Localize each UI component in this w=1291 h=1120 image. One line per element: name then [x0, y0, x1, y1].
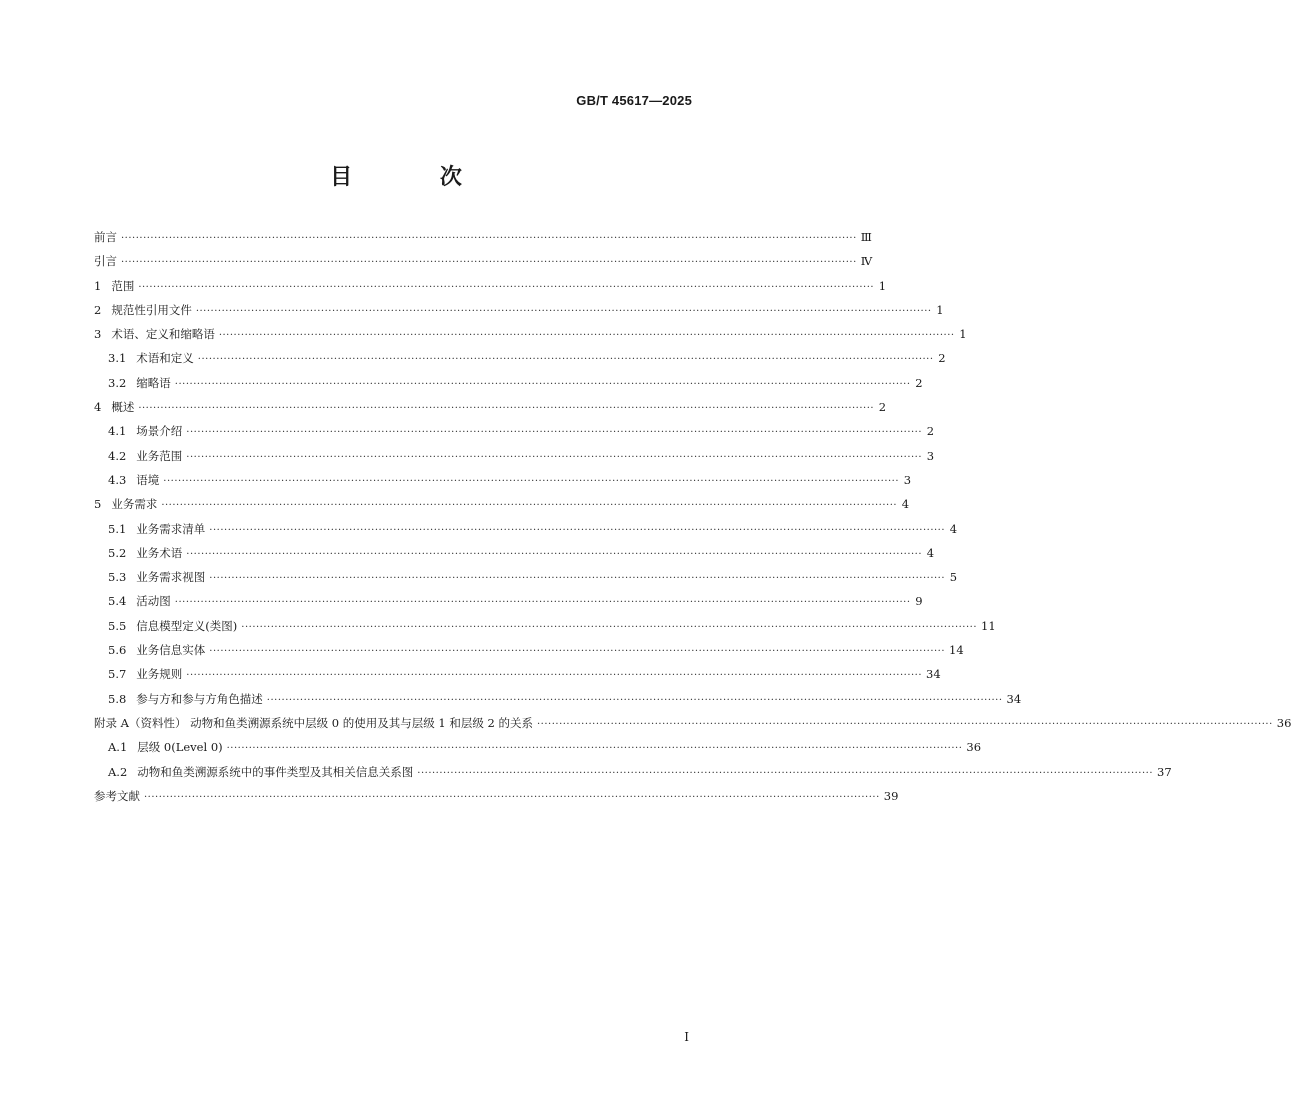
toc-entry-title: 缩略语: [136, 375, 171, 390]
toc-entry-page: Ⅲ: [860, 230, 872, 244]
toc-entry-page: 2: [878, 400, 887, 415]
toc-entry-page: 11: [981, 618, 996, 633]
dot-leader: ········································································································································································································: [537, 718, 1273, 730]
dot-leader: ········································································································································································································: [209, 573, 946, 585]
dot-leader: ········································································································································································································: [161, 500, 898, 512]
toc-entry-page: 9: [915, 594, 923, 609]
toc-entry[interactable]: [94, 735, 982, 759]
dot-leader: ········································································································································································································: [174, 378, 911, 390]
toc-entry-number: 2: [94, 302, 102, 317]
toc-entry-title: 规范性引用文件: [111, 302, 192, 317]
dot-leader: ········································································································································································································: [209, 524, 946, 536]
toc-entry[interactable]: [94, 589, 923, 613]
toc-entry-number: 1: [94, 278, 102, 293]
toc-entry[interactable]: [94, 249, 873, 273]
toc-entry[interactable]: [94, 760, 1172, 784]
toc-entry-page: 4: [926, 545, 935, 560]
toc-entry-page: 39: [883, 788, 899, 803]
dot-leader: ········································································································································································································: [144, 791, 880, 803]
toc-entry-number: 5.6: [108, 643, 127, 658]
table-of-contents: [94, 225, 1291, 808]
toc-entry-page: 34: [1006, 691, 1022, 706]
toc-entry-page: 1: [936, 302, 944, 317]
toc-entry[interactable]: [94, 492, 910, 516]
toc-entry[interactable]: [94, 517, 958, 541]
toc-entry-number: 5.3: [108, 570, 127, 585]
dot-leader: ········································································································································································································: [138, 281, 875, 293]
toc-entry-title: 业务需求视图: [136, 570, 206, 585]
dot-leader: ········································································································································································································: [218, 330, 955, 342]
toc-entry-title: 活动图: [136, 594, 171, 609]
toc-entry-title: 语境: [136, 472, 160, 487]
toc-entry-page: 3: [903, 472, 912, 487]
toc-entry[interactable]: [94, 225, 872, 249]
dot-leader: ········································································································································································································: [186, 670, 923, 682]
page-title: 目 次: [330, 165, 502, 190]
dot-leader: ········································································································································································································: [241, 621, 978, 633]
toc-entry-page: Ⅳ: [860, 254, 873, 269]
dot-leader: ········································································································································································································: [121, 233, 857, 244]
toc-entry-page: 5: [949, 570, 958, 585]
toc-entry-number: 5.1: [108, 521, 127, 536]
toc-entry-number: 4: [94, 400, 102, 415]
toc-entry-page: 3: [926, 448, 935, 463]
toc-entry-number: 3.2: [108, 375, 127, 390]
toc-entry-title: 层级 0(Level 0): [137, 740, 223, 755]
toc-entry[interactable]: [94, 444, 935, 468]
toc-entry[interactable]: [94, 419, 935, 443]
toc-entry-title: 前言: [94, 230, 117, 244]
toc-entry-title: 信息模型定义(类图): [136, 618, 238, 633]
toc-entry[interactable]: [94, 662, 941, 686]
toc-entry-title: 业务范围: [136, 448, 183, 463]
toc-entry[interactable]: [94, 395, 887, 419]
toc-entry[interactable]: [94, 371, 923, 395]
toc-entry-number: 5.2: [108, 545, 127, 560]
toc-entry-number: 5.7: [108, 667, 127, 682]
toc-entry-page: 14: [949, 643, 964, 658]
dot-leader: ········································································································································································································: [163, 475, 900, 487]
dot-leader: ········································································································································································································: [186, 548, 923, 560]
toc-entry-title: 场景介绍: [136, 424, 183, 439]
toc-entry-number: 5: [94, 497, 102, 512]
toc-entry-title: 业务信息实体: [136, 643, 206, 658]
dot-leader: ········································································································································································································: [174, 597, 911, 609]
dot-leader: ········································································································································································································: [197, 354, 934, 366]
toc-entry-page: 4: [949, 521, 958, 536]
toc-entry-number: 4.2: [108, 448, 127, 463]
dot-leader: ········································································································································································································: [138, 403, 875, 415]
toc-entry[interactable]: [94, 322, 967, 346]
toc-entry-number: 4.3: [108, 472, 127, 487]
dot-leader: ········································································································································································································: [195, 305, 932, 317]
toc-entry-number: 5.5: [108, 618, 127, 633]
toc-entry-number: 5.4: [108, 594, 127, 609]
toc-entry-number: 5.8: [108, 691, 127, 706]
dot-leader: ········································································································································································································: [417, 767, 1154, 779]
toc-entry-page: 1: [878, 278, 887, 293]
toc-entry-page: 36: [1276, 715, 1291, 730]
dot-leader: ········································································································································································································: [209, 646, 946, 658]
toc-entry-title: 业务需求清单: [136, 521, 206, 536]
toc-entry-page: 34: [926, 667, 941, 682]
toc-entry-number: 3.1: [108, 351, 127, 366]
toc-entry-title: 业务规则: [136, 667, 183, 682]
toc-entry[interactable]: [94, 687, 1022, 711]
toc-entry-title: 概述: [111, 400, 135, 415]
toc-entry-page: 37: [1157, 764, 1172, 779]
toc-entry-title: 范围: [111, 278, 135, 293]
toc-entry[interactable]: [94, 784, 899, 808]
toc-entry-title: 术语、定义和缩略语: [111, 327, 215, 342]
toc-entry[interactable]: [94, 565, 958, 589]
toc-entry-title: 动物和鱼类溯源系统中的事件类型及其相关信息关系图: [137, 764, 414, 779]
toc-entry-page: 2: [938, 351, 946, 366]
toc-entry[interactable]: [94, 541, 935, 565]
toc-entry[interactable]: [94, 614, 996, 638]
dot-leader: ········································································································································································································: [121, 257, 857, 269]
toc-entry-number: A.1: [108, 740, 128, 755]
toc-entry-title: 引言: [94, 254, 117, 269]
toc-entry-title: 参与方和参与方角色描述: [136, 691, 263, 706]
page-number: I: [684, 1030, 689, 1044]
toc-entry-title: 参考文献: [94, 788, 140, 803]
dot-leader: ········································································································································································································: [226, 743, 963, 755]
toc-entry-page: 4: [901, 497, 910, 512]
toc-entry[interactable]: [94, 298, 944, 322]
toc-entry-number: 4.1: [108, 424, 127, 439]
dot-leader: ········································································································································································································: [186, 451, 923, 463]
toc-entry-page: 2: [915, 375, 923, 390]
toc-entry-page: 36: [966, 740, 982, 755]
toc-entry-title: 术语和定义: [136, 351, 194, 366]
toc-entry-title: 业务需求: [111, 497, 158, 512]
toc-entry-number: A.2: [108, 764, 128, 779]
toc-entry-title: 业务术语: [136, 545, 183, 560]
standard-code: GB/T 45617—2025: [576, 93, 692, 108]
toc-entry[interactable]: [94, 468, 912, 492]
dot-leader: ········································································································································································································: [186, 427, 923, 439]
toc-entry[interactable]: [94, 711, 1291, 735]
toc-entry[interactable]: [94, 346, 946, 370]
dot-leader: ········································································································································································································: [266, 694, 1003, 706]
toc-entry-page: 1: [959, 327, 967, 342]
toc-entry-page: 2: [926, 424, 935, 439]
toc-entry-number: 3: [94, 327, 102, 342]
toc-entry[interactable]: [94, 638, 964, 662]
toc-entry-title: 附录 A（资料性） 动物和鱼类溯源系统中层级 0 的使用及其与层级 1 和层级 2 的关系: [94, 715, 533, 730]
toc-entry[interactable]: [94, 274, 887, 298]
